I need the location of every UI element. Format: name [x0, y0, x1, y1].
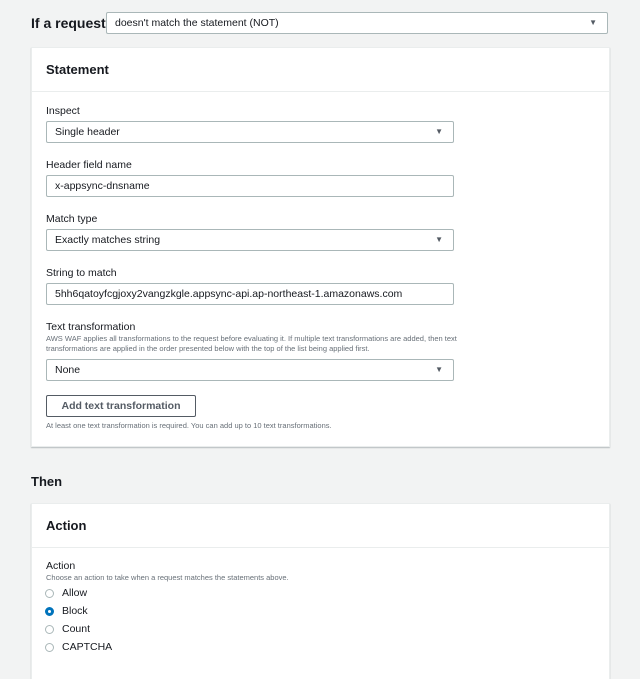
text-transformation-description-line1: AWS WAF applies all transformations to the request before evaluating it. If multiple text transformations are added, then text: [46, 334, 457, 343]
match-type-value: Exactly matches string: [55, 234, 161, 246]
text-transformation-hint: At least one text transformation is required. You can add up to 10 text transformations.: [46, 421, 332, 430]
chevron-down-icon: ▼: [435, 235, 443, 244]
if-a-request-label: If a request: [31, 15, 106, 31]
inspect-value: Single header: [55, 126, 120, 138]
action-field-label: Action: [46, 560, 76, 572]
text-transformation-select[interactable]: [46, 359, 454, 381]
header-field-input[interactable]: [46, 175, 454, 197]
text-transformation-description-line2: transformations are applied in the order presented below with the top of the list being applied first.: [46, 344, 370, 353]
radio-button[interactable]: [45, 589, 54, 598]
chevron-down-icon: ▼: [435, 127, 443, 136]
text-transformation-value: None: [55, 364, 81, 376]
action-panel: [31, 503, 610, 679]
radio-option-allow[interactable]: [45, 586, 87, 600]
radio-option-captcha[interactable]: [45, 640, 112, 654]
action-description: Choose an action to take when a request matches the statements above.: [46, 573, 289, 582]
radio-button[interactable]: [45, 643, 54, 652]
radio-button[interactable]: [45, 607, 54, 616]
header-field-value: x-appsync-dnsname: [55, 180, 150, 192]
text-transformation-label: Text transformation: [46, 321, 136, 333]
radio-option-count[interactable]: [45, 622, 90, 636]
request-condition-select[interactable]: [106, 12, 608, 34]
statement-panel: [31, 47, 610, 447]
inspect-select[interactable]: [46, 121, 454, 143]
match-type-label: Match type: [46, 213, 98, 225]
match-type-select[interactable]: [46, 229, 454, 251]
chevron-down-icon: ▼: [435, 365, 443, 374]
statement-title: Statement: [46, 62, 109, 77]
string-to-match-input[interactable]: [46, 283, 454, 305]
string-to-match-label: String to match: [46, 267, 117, 279]
statement-header: [32, 48, 609, 92]
action-title: Action: [46, 518, 87, 533]
request-condition-value: doesn't match the statement (NOT): [115, 17, 279, 29]
inspect-label: Inspect: [46, 105, 80, 117]
then-heading: Then: [31, 474, 63, 489]
action-header: [32, 504, 609, 548]
add-text-transformation-button[interactable]: Add text transformation: [46, 395, 196, 417]
radio-label: Block: [62, 605, 88, 617]
header-field-label: Header field name: [46, 159, 132, 171]
radio-button[interactable]: [45, 625, 54, 634]
radio-option-block[interactable]: [45, 604, 88, 618]
radio-label: Count: [62, 623, 91, 635]
radio-label: CAPTCHA: [62, 641, 113, 653]
chevron-down-icon: ▼: [589, 18, 597, 27]
radio-label: Allow: [62, 587, 88, 599]
string-to-match-value: 5hh6qatoyfcgjoxy2vangzkgle.appsync-api.ap-northeast-1.amazonaws.com: [55, 288, 403, 300]
